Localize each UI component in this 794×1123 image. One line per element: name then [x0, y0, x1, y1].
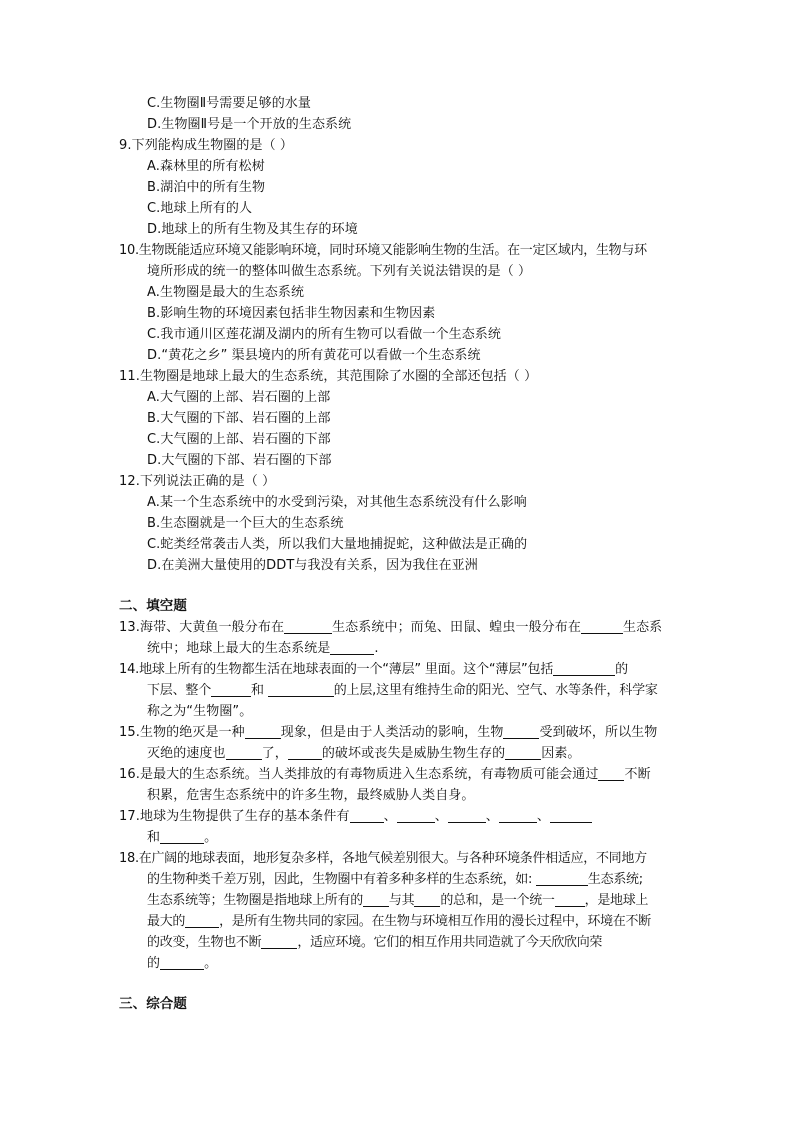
- q17-text-2: 和: [147, 830, 161, 845]
- q13-blank-1: [284, 619, 332, 634]
- section-heading-comprehensive: 三、综合题: [119, 996, 187, 1012]
- q18-line2: [147, 870, 643, 890]
- q17-blank-4: [499, 808, 537, 823]
- q17-sep-1: 、: [383, 809, 397, 824]
- q18-text-4b: ，是所有生物共同的家园。在生物与环境相互作用的漫长过程中，环境在不断: [219, 914, 651, 929]
- q17-blank-2: [397, 808, 435, 823]
- q17-sep-2: 、: [434, 809, 448, 824]
- q15-text-7: 因素。: [541, 746, 581, 761]
- q15-blank-2: [503, 724, 539, 739]
- q18-text-2b: 生态系统;: [587, 872, 643, 887]
- q15-text-1: 15.生物的绝灭是一种: [119, 725, 245, 740]
- q18-text-3d: ，是地球上: [584, 893, 649, 908]
- q15-blank-3: [226, 745, 262, 760]
- q14-text-4: 和: [251, 683, 268, 698]
- q18-line1: 18.在广阔的地球表面，地形复杂多样，各地气候差别很大。与各种环境条件相适应，不同地方: [119, 851, 647, 866]
- q15-line2: [147, 744, 581, 764]
- q15-text-5: 了，: [261, 746, 288, 761]
- q14-line2: [147, 681, 658, 701]
- q13-line2: [147, 639, 379, 659]
- q15-blank-4: [288, 745, 322, 760]
- section-heading-fill-in: 二、填空题: [119, 598, 187, 614]
- q18-line6: [147, 954, 217, 974]
- q11-option-d: D.大气圈的下部、岩石圈的下部: [147, 453, 332, 468]
- q17-sep-4: 、: [536, 809, 551, 824]
- q12-option-b: B.生态圈就是一个巨大的生态系统: [147, 516, 344, 531]
- q18-text-6a: 的: [147, 956, 161, 971]
- q15-text-6: 的破坏或丧失是威胁生物生存的: [321, 746, 506, 761]
- q15-text-3: 受到破坏，所以生物: [539, 725, 658, 740]
- q18-line5: [147, 933, 602, 953]
- q16-blank-1: [598, 766, 624, 781]
- q18-blank-3: [414, 892, 440, 907]
- q17-blank-1: [350, 808, 384, 823]
- q18-blank-6: [261, 934, 297, 949]
- q17-text-1: 17.地球为生物提供了生存的基本条件有: [119, 809, 350, 824]
- q10-option-d: D.“黄花之乡” 渠县境内的所有黄花可以看做一个生态系统: [147, 348, 481, 363]
- q9-stem: 9.下列能构成生物圈的是（ ）: [119, 138, 294, 153]
- q18-blank-1: [536, 871, 588, 886]
- q18-text-3b: 与其: [388, 893, 415, 908]
- q14-blank-3: [268, 682, 334, 697]
- q18-blank-7: [160, 955, 204, 970]
- q13-text-2: 生态系统中；而兔、田鼠、蝗虫一般分布在: [332, 620, 581, 635]
- q14-blank-2: [211, 682, 251, 697]
- q13-blank-2: [581, 619, 623, 634]
- q17-sep-3: 、: [485, 809, 499, 824]
- q17-blank-5: [550, 808, 592, 823]
- q11-option-b: B.大气圈的下部、岩石圈的上部: [147, 411, 331, 426]
- q12-option-d: D.在美洲大量使用的DDT与我没有关系，因为我住在亚洲: [147, 558, 478, 573]
- q9-option-d: D.地球上的所有生物及其生存的环境: [147, 222, 358, 237]
- q15-line1: [119, 723, 657, 743]
- q12-option-a: A.某一个生态系统中的水受到污染，对其他生态系统没有什么影响: [147, 495, 527, 510]
- q10-option-b: B.影响生物的环境因素包括非生物因素和生物因素: [147, 306, 436, 321]
- q15-blank-5: [505, 745, 541, 760]
- q18-line3: [147, 891, 648, 911]
- q14-text-2: 的: [615, 662, 628, 677]
- q14-text-1: 14.地球上所有的生物都生活在地球表面的一个“薄层” 里面。这个“薄层”包括: [119, 662, 554, 677]
- q10-stem-line1: 10.生物既能适应环境又能影响环境，同时环境又能影响生物的生活。在一定区域内，生物与环: [119, 243, 647, 258]
- q9-option-c: C.地球上所有的人: [147, 201, 253, 216]
- q11-option-a: A.大气圈的上部、岩石圈的上部: [147, 390, 331, 405]
- q9-option-b: B.湖泊中的所有生物: [147, 180, 266, 195]
- q9-option-a: A.森林里的所有松树: [147, 159, 265, 174]
- q18-blank-5: [185, 913, 219, 928]
- q16-text-1: 16.是最大的生态系统。当人类排放的有毒物质进入生态系统，有毒物质可能会通过: [119, 767, 599, 782]
- q10-option-a: A.生物圈是最大的生态系统: [147, 285, 305, 300]
- q8-option-c: C.生物圈Ⅱ号需要足够的水量: [147, 96, 312, 111]
- q13-blank-3: [330, 640, 374, 655]
- q18-blank-4: [555, 892, 585, 907]
- q12-option-c: C.蛇类经常袭击人类，所以我们大量地捕捉蛇，这种做法是正确的: [147, 537, 528, 552]
- q11-stem: 11.生物圈是地球上最大的生态系统，其范围除了水圈的全部还包括（ ）: [119, 369, 538, 384]
- q14-line1: [119, 660, 628, 680]
- q18-text-5b: ，适应环境。它们的相互作用共同造就了今天欣欣向荣: [297, 935, 603, 950]
- q8-option-d: D.生物圈Ⅱ号是一个开放的生态系统: [147, 117, 352, 132]
- q12-stem: 12.下列说法正确的是（ ）: [119, 474, 276, 489]
- q18-text-3a: 生态系统等；生物圈是指地球上所有的: [147, 893, 363, 908]
- q16-line2: 积累，危害生态系统中的许多生物，最终威胁人类自身。: [147, 788, 475, 803]
- q16-line1: [119, 765, 651, 785]
- q17-line2: [147, 828, 217, 848]
- q17-blank-6: [160, 829, 204, 844]
- q15-text-4: 灭绝的速度也: [147, 746, 226, 761]
- q15-text-2: 现象，但是由于人类活动的影响，生物: [280, 725, 504, 740]
- q13-line1: [119, 618, 662, 638]
- q18-text-4a: 最大的: [147, 914, 186, 929]
- q17-text-3: 。: [204, 830, 218, 845]
- q11-option-c: C.大气圈的上部、岩石圈的下部: [147, 432, 331, 447]
- q14-line3: 称之为“生物圈”。: [147, 704, 253, 719]
- q16-text-2: 不断: [624, 767, 651, 782]
- q15-blank-1: [245, 724, 281, 739]
- q14-blank-1: [553, 661, 615, 676]
- q13-text-4: 统中；地球上最大的生态系统是: [147, 641, 331, 656]
- q10-option-c: C.我市通川区莲花湖及湖内的所有生物可以看做一个生态系统: [147, 327, 502, 342]
- q13-text-1: 13.海带、大黄鱼一般分布在: [119, 620, 285, 635]
- q18-text-2a: 的生物种类千差万别，因此，生物圈中有着多种多样的生态系统，如:: [147, 872, 536, 887]
- q14-text-3: 下层、整个: [147, 683, 212, 698]
- q14-text-5: 的上层,这里有维持生命的阳光、空气、水等条件，科学家: [333, 683, 658, 698]
- q18-text-3c: 的总和，是一个统一: [440, 893, 555, 908]
- q17-blank-3: [448, 808, 486, 823]
- q17-line1: [119, 807, 592, 827]
- q13-text-5: .: [374, 641, 379, 656]
- q18-text-5a: 的改变，生物也不断: [147, 935, 262, 950]
- q18-blank-2: [363, 892, 389, 907]
- q10-stem-line2: 境所形成的统一的整体叫做生态系统。下列有关说法错误的是（ ）: [147, 264, 532, 279]
- q18-line4: [147, 912, 651, 932]
- q13-text-3: 生态系: [622, 620, 663, 635]
- q18-text-6b: 。: [204, 956, 218, 971]
